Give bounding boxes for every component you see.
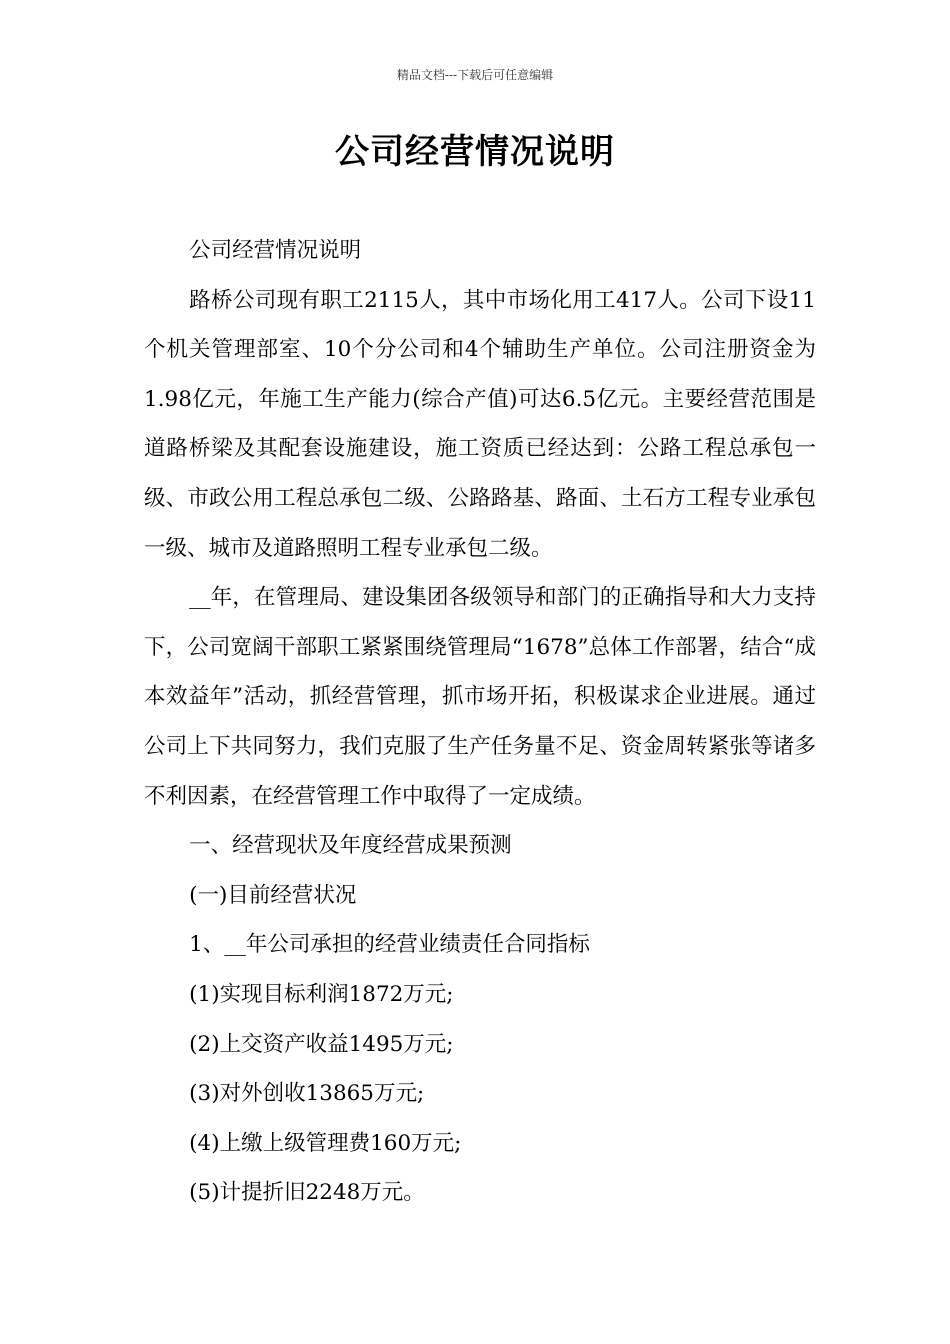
item-heading-1: 1、__年公司承担的经营业绩责任合同指标 (189, 932, 590, 958)
list-item: (4)上缴上级管理费160万元; (189, 1130, 462, 1156)
paragraph-annual-summary: __年，在管理局、建设集团各级领导和部门的正确指导和大力支持下，公司宽阔干部职工紧紧围绕管理局“1678”总体工作部署，结合“成本效益年”活动，抓经营管理，抓市场开拓，积极谋求企业进展。通过公司上下共同努力，我们克服了生产任务量不足、资金周转紧张等诸多不利因素，在经营管理工作中取得了一定成绩。 (144, 585, 816, 809)
list-item: (3)对外创收13865万元; (189, 1081, 425, 1107)
subsection-heading-1: (一)目前经营状况 (189, 882, 357, 908)
list-item: (1)实现目标利润1872万元; (189, 981, 454, 1007)
page-header-note: 精品文档---下载后可任意编辑 (396, 68, 554, 82)
document-title: 公司经营情况说明 (335, 132, 615, 172)
paragraph-subtitle: 公司经营情况说明 (189, 238, 362, 263)
document-body (144, 226, 816, 1218)
section-heading-1: 一、经营现状及年度经营成果预测 (189, 833, 512, 859)
list-item: (5)计提折旧2248万元。 (189, 1180, 425, 1206)
paragraph-company-profile: 路桥公司现有职工2115人，其中市场化用工417人。公司下设11个机关管理部室、10个分公司和4个辅助生产单位。公司注册资金为1.98亿元，年施工生产能力(综合产值)可达6.5亿元。主要经营范围是道路桥梁及其配套设施建设，施工资质已经达到：公路工程总承包一级、市政公用工程总承包二级、公路路基、路面、土石方工程专业承包一级、城市及道路照明工程专业承包二级。 (144, 287, 816, 561)
list-item: (2)上交资产收益1495万元; (189, 1031, 454, 1057)
